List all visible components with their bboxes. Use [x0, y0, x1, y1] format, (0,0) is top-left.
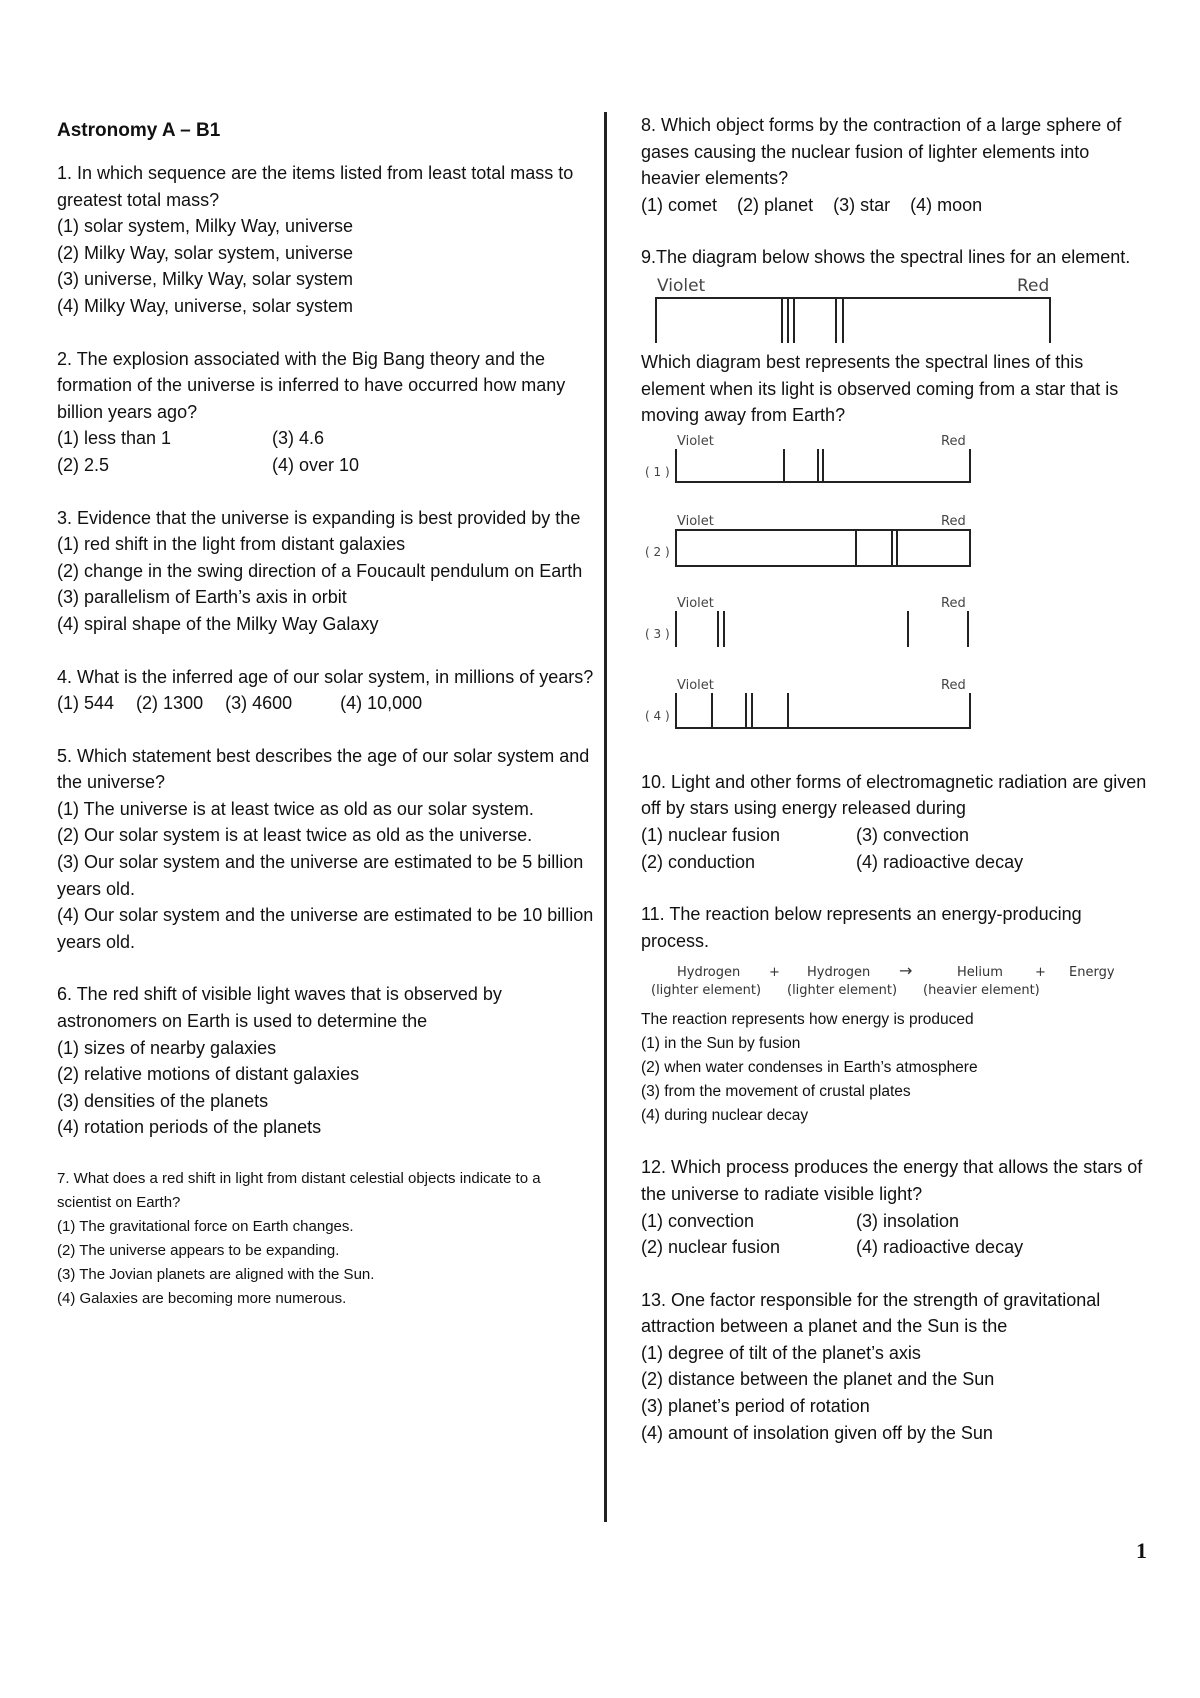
- spectral-line: [855, 529, 857, 565]
- option: (3) densities of the planets: [57, 1090, 269, 1111]
- red-label: Red: [941, 513, 966, 529]
- option: (1) 544: [57, 693, 115, 714]
- question-7: [57, 1167, 597, 1311]
- option: (2) planet: [737, 194, 814, 215]
- option: (3) from the movement of crustal plates: [641, 1083, 911, 1101]
- reactant-hydrogen: Hydrogen: [677, 965, 741, 981]
- spectrum-choice-4: [641, 673, 1151, 735]
- question-stem: 5. Which statement best describes the age of our solar system and the universe?: [57, 745, 590, 793]
- option: (3) Our solar system and the universe are estimated to be 5 billion years old.: [57, 852, 584, 899]
- question-2: [57, 346, 597, 479]
- spectral-line: [967, 611, 969, 647]
- red-label: Red: [941, 433, 966, 449]
- option: (2) Our solar system is at least twice as old as the universe.: [57, 825, 533, 846]
- question-8: [641, 112, 1151, 218]
- option: (4) amount of insolation given off by the Sun: [641, 1422, 993, 1443]
- choice-label: ( 2 ): [645, 544, 670, 559]
- reactant-label: (lighter element): [651, 983, 762, 999]
- choice-label: ( 1 ): [645, 464, 670, 479]
- option: (1) in the Sun by fusion: [641, 1035, 801, 1053]
- question-stem: 11. The reaction below represents an energy-producing process.: [641, 904, 1082, 951]
- option: (3) star: [833, 194, 891, 215]
- choice-label: ( 4 ): [645, 708, 670, 723]
- question-10: [641, 769, 1151, 875]
- spectrum-frame: [675, 529, 971, 567]
- option: (2) conduction: [641, 851, 756, 872]
- column-divider: [604, 112, 607, 1522]
- spectral-line: [751, 693, 753, 729]
- spectral-line: [842, 297, 844, 343]
- option: (3) insolation: [856, 1210, 960, 1231]
- spectral-line: [723, 611, 725, 647]
- arrow-icon: →: [899, 961, 913, 981]
- option: (1) nuclear fusion: [641, 824, 781, 845]
- option: (2) relative motions of distant galaxies: [57, 1064, 360, 1085]
- spectral-line: [787, 297, 789, 343]
- spectral-line: [817, 449, 819, 483]
- spectral-line: [787, 693, 789, 729]
- question-stem: 8. Which object forms by the contraction of a large sphere of gases causing the nuclear fusion of lighter elements into heavier elements?: [641, 115, 1122, 189]
- left-column: [57, 112, 597, 1337]
- option: (1) The gravitational force on Earth changes.: [57, 1218, 354, 1235]
- reference-spectrum: [641, 271, 1151, 349]
- option: (4) moon: [910, 194, 983, 215]
- spectral-line: [822, 449, 824, 483]
- red-label: Red: [941, 595, 966, 611]
- option: (2) 2.5: [57, 454, 110, 475]
- spectrum-choice-1: [641, 429, 1151, 509]
- spectral-line: [781, 297, 783, 343]
- spectrum-choice-3: [641, 591, 1151, 673]
- option: (3) 4600: [225, 693, 293, 714]
- violet-label: Violet: [657, 275, 706, 296]
- question-5: [57, 743, 597, 956]
- option: (1) less than 1: [57, 428, 172, 449]
- page-title: Astronomy A – B1: [57, 120, 221, 141]
- spectral-line: [891, 529, 893, 565]
- option: (2) distance between the planet and the Sun: [641, 1369, 995, 1390]
- spectrum-frame: [655, 297, 1051, 343]
- spectral-line: [783, 449, 785, 483]
- choice-label: ( 3 ): [645, 626, 670, 641]
- question-3: [57, 505, 597, 638]
- product-label: (heavier element): [923, 983, 1040, 999]
- right-column: [641, 112, 1151, 1472]
- question-stem: 3. Evidence that the universe is expanding is best provided by the: [57, 507, 581, 528]
- plus-sign: +: [1035, 965, 1046, 981]
- option: (3) parallelism of Earth’s axis in orbit: [57, 587, 347, 608]
- question-stem: 4. What is the inferred age of our solar system, in millions of years?: [57, 666, 594, 687]
- question-13: [641, 1287, 1151, 1447]
- red-label: Red: [941, 677, 966, 693]
- spectral-line: [717, 611, 719, 647]
- question-4: [57, 664, 597, 717]
- question-stem-2: The reaction represents how energy is produced: [641, 1011, 974, 1029]
- reactant-hydrogen: Hydrogen: [807, 965, 871, 981]
- option: (4) during nuclear decay: [641, 1107, 809, 1125]
- option: (2) Milky Way, solar system, universe: [57, 242, 354, 263]
- question-stem: 7. What does a red shift in light from distant celestial objects indicate to a scientist on Earth?: [57, 1170, 541, 1211]
- reactant-label: (lighter element): [787, 983, 898, 999]
- question-1: [57, 160, 597, 320]
- spectrum-frame: [675, 693, 971, 729]
- option: (1) degree of tilt of the planet’s axis: [641, 1342, 921, 1363]
- option: (2) when water condenses in Earth’s atmosphere: [641, 1059, 978, 1077]
- option: (1) convection: [641, 1210, 755, 1231]
- option: (1) sizes of nearby galaxies: [57, 1037, 277, 1058]
- option: (2) nuclear fusion: [641, 1237, 781, 1258]
- question-12: [641, 1154, 1151, 1260]
- question-stem-2: Which diagram best represents the spectral lines of this element when its light is observed coming from a star that is moving away from Earth?: [641, 351, 1119, 426]
- product-helium: Helium: [957, 965, 1003, 981]
- spectral-line: [907, 611, 909, 647]
- option: (2) change in the swing direction of a Foucault pendulum on Earth: [57, 560, 583, 581]
- spectrum-choice-2: [641, 509, 1151, 591]
- spectral-line: [675, 611, 677, 647]
- question-stem: 1. In which sequence are the items listed from least total mass to greatest total mass?: [57, 163, 574, 210]
- question-stem: 9.The diagram below shows the spectral lines for an element.: [641, 247, 1131, 268]
- question-11: [641, 901, 1151, 1128]
- question-9: [641, 244, 1151, 734]
- question-stem: 2. The explosion associated with the Big Bang theory and the formation of the universe is inferred to have occurred how many billion years ago?: [57, 348, 566, 422]
- option: (4) rotation periods of the planets: [57, 1117, 322, 1138]
- option: (4) Milky Way, universe, solar system: [57, 295, 354, 316]
- option: (1) comet: [641, 194, 718, 215]
- option: (3) convection: [856, 824, 970, 845]
- reaction-equation: [641, 958, 1151, 1006]
- spectral-line: [745, 693, 747, 729]
- question-stem: 12. Which process produces the energy that allows the stars of the universe to radiate visible light?: [641, 1157, 1143, 1204]
- violet-label: Violet: [677, 433, 714, 449]
- spectral-line: [793, 297, 795, 343]
- question-stem: 13. One factor responsible for the strength of gravitational attraction between a planet and the Sun is the: [641, 1289, 1101, 1337]
- option: (3) universe, Milky Way, solar system: [57, 269, 354, 290]
- plus-sign: +: [769, 965, 780, 981]
- option: (4) Galaxies are becoming more numerous.: [57, 1290, 347, 1307]
- spectral-line: [896, 529, 898, 565]
- option: (4) radioactive decay: [856, 851, 1024, 872]
- spectral-line: [711, 693, 713, 729]
- page-number: 1: [1136, 1538, 1147, 1563]
- option: (3) The Jovian planets are aligned with the Sun.: [57, 1266, 375, 1283]
- spectral-line: [835, 297, 837, 343]
- option: (3) 4.6: [272, 428, 325, 449]
- option: (1) solar system, Milky Way, universe: [57, 216, 354, 237]
- option: (2) 1300: [136, 693, 204, 714]
- question-6: [57, 981, 597, 1141]
- option: (4) radioactive decay: [856, 1237, 1024, 1258]
- violet-label: Violet: [677, 677, 714, 693]
- energy-label: Energy: [1069, 965, 1115, 981]
- option: (2) The universe appears to be expanding.: [57, 1242, 340, 1259]
- question-stem: 6. The red shift of visible light waves that is observed by astronomers on Earth is used to determine the: [57, 984, 502, 1032]
- violet-label: Violet: [677, 513, 714, 529]
- option: (4) 10,000: [340, 693, 423, 714]
- question-stem: 10. Light and other forms of electromagnetic radiation are given off by stars using energy released during: [641, 771, 1147, 819]
- option: (4) Our solar system and the universe are estimated to be 10 billion years old.: [57, 905, 594, 952]
- option: (1) red shift in the light from distant galaxies: [57, 534, 406, 555]
- option: (4) spiral shape of the Milky Way Galaxy: [57, 613, 379, 634]
- violet-label: Violet: [677, 595, 714, 611]
- red-label: Red: [1017, 275, 1050, 296]
- option: (1) The universe is at least twice as old as our solar system.: [57, 798, 534, 819]
- option: (4) over 10: [272, 454, 360, 475]
- option: (3) planet’s period of rotation: [641, 1396, 870, 1417]
